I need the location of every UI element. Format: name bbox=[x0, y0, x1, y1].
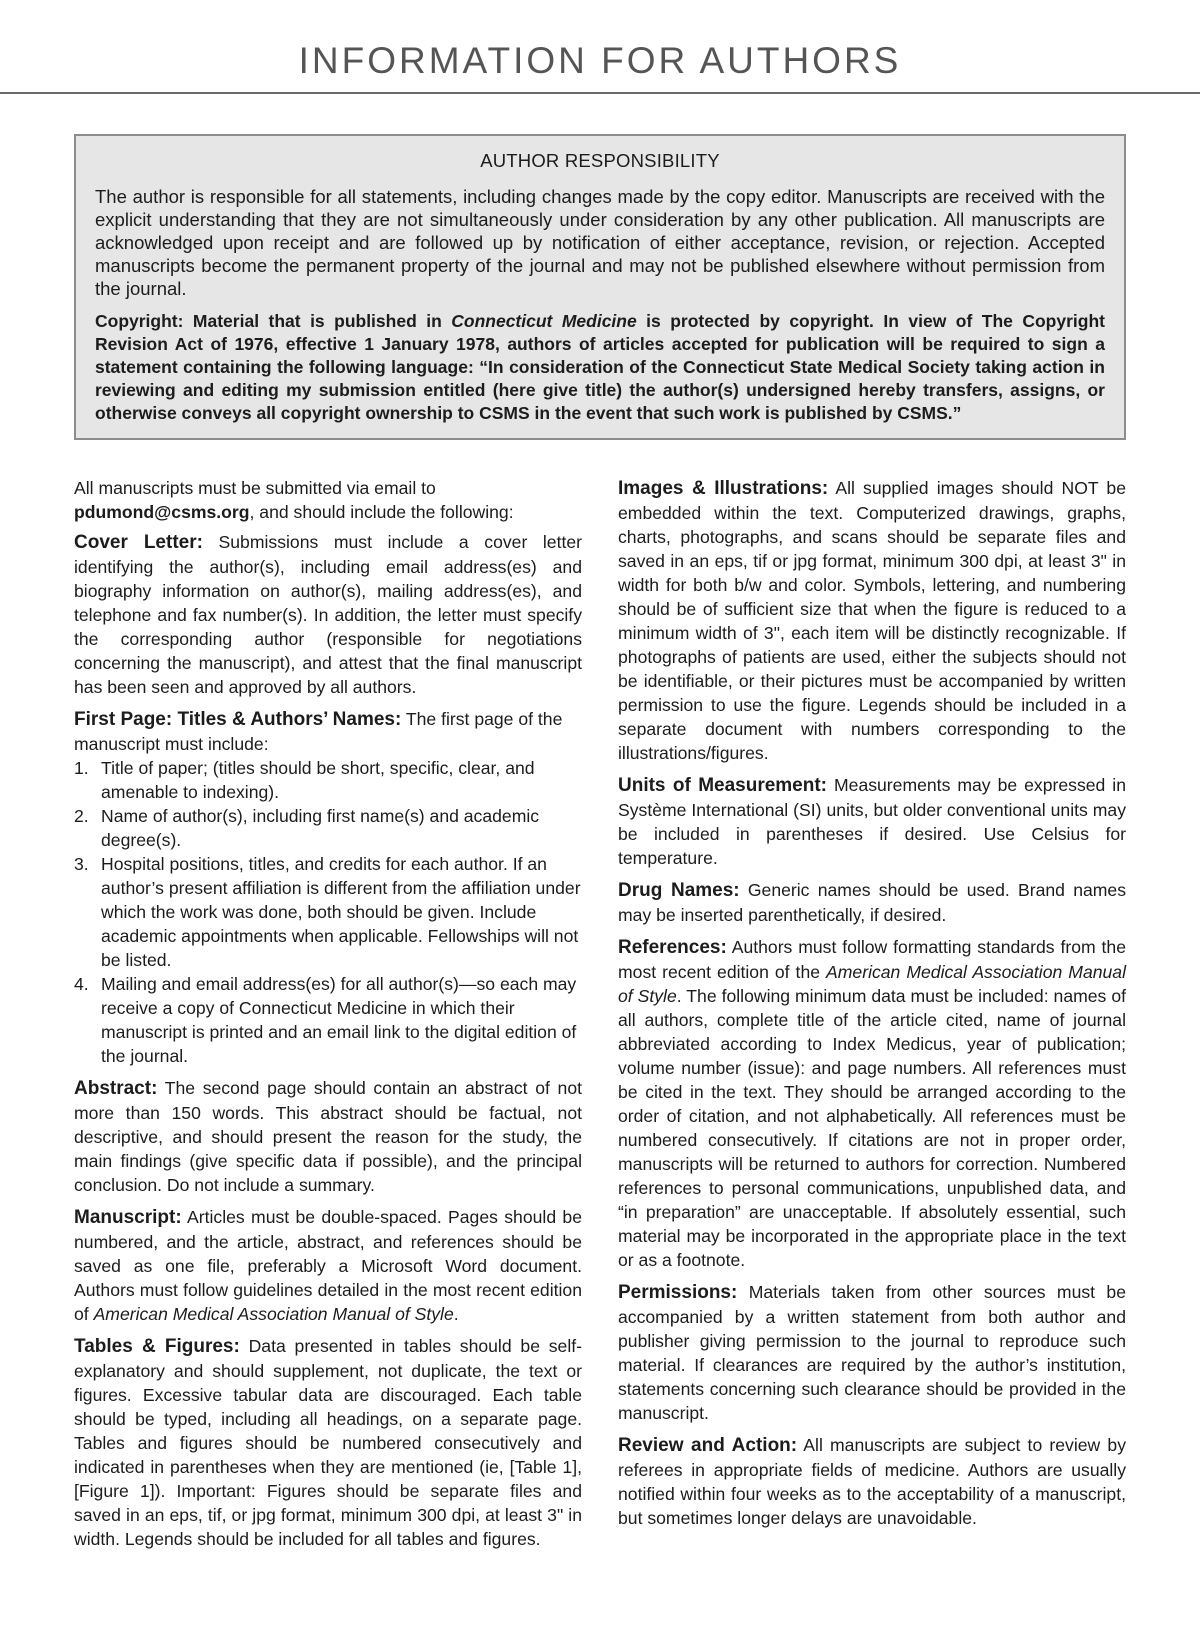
section-body: Data presented in tables should be self-explanatory and should supplement, not duplicate, the text or figures. Excessive tabular data are discouraged. Each table should be typed, including all headings, on a separate page. Tables and figures should be numbered consecutively and indicated in parentheses when they are mentioned (ie, [Table 1], [Figure 1]). Important: Figures should be separate files and saved in an eps, tif, or jpg format, minimum 300 dpi, at least 3" in width. Legends should be included for all tables and figures. bbox=[74, 1336, 582, 1549]
section-heading: Units of Measurement: bbox=[618, 775, 828, 796]
units-section bbox=[618, 773, 1126, 870]
drug-names-section bbox=[618, 878, 1126, 927]
section-heading: Cover Letter: bbox=[74, 532, 203, 553]
section-heading: Permissions: bbox=[618, 1282, 738, 1303]
intro-text-end: , and should include the following: bbox=[249, 502, 514, 522]
manuscript-section bbox=[74, 1205, 582, 1326]
section-heading: References: bbox=[618, 937, 727, 958]
title-divider bbox=[0, 92, 1200, 94]
list-item-number: 1. bbox=[74, 758, 89, 778]
right-column bbox=[618, 476, 1126, 1538]
section-heading: Drug Names: bbox=[618, 880, 740, 901]
list-item bbox=[74, 852, 582, 972]
section-body: The first page of the manuscript must include: bbox=[74, 709, 563, 754]
review-section bbox=[618, 1433, 1126, 1530]
list-item-text: Name of author(s), including first name(s) and academic degree(s). bbox=[101, 806, 540, 850]
list-item-text: Mailing and email address(es) for all author(s)—so each may receive a copy of Connecticut Medicine in which their manuscript is printed and an email link to the digital edition of the journal. bbox=[101, 974, 577, 1066]
author-responsibility-box bbox=[74, 134, 1126, 440]
responsibility-heading: AUTHOR RESPONSIBILITY bbox=[480, 150, 720, 171]
journal-name: Connecticut Medicine bbox=[451, 311, 637, 331]
intro-text: All manuscripts must be submitted via email to bbox=[74, 478, 436, 498]
section-heading: Abstract: bbox=[74, 1078, 158, 1099]
section-heading: Review and Action: bbox=[618, 1435, 798, 1456]
permissions-section bbox=[618, 1280, 1126, 1425]
list-item-number: 2. bbox=[74, 806, 89, 826]
submission-email-link[interactable]: pdumond@csms.org bbox=[74, 502, 250, 522]
left-column bbox=[74, 476, 582, 1559]
list-item bbox=[74, 972, 582, 1068]
section-heading: Tables & Figures: bbox=[74, 1336, 240, 1357]
references-section bbox=[618, 935, 1126, 1272]
section-body-end: . bbox=[453, 1304, 459, 1324]
list-item bbox=[74, 756, 582, 804]
tables-figures-section bbox=[74, 1334, 582, 1551]
first-page-list bbox=[74, 756, 582, 1068]
section-heading: Images & Illustrations: bbox=[618, 478, 829, 499]
copyright-paragraph bbox=[95, 310, 1105, 425]
section-body-end: . The following minimum data must be included: names of all authors, complete title of the article cited, name of journal abbreviated according to Index Medicus, year of publication; volume number (issue): and page numbers. All references must be cited in the text. They should be arranged according to the order of citation, and not alphabetically. All references must be numbered consecutively. If citations are not in proper order, manuscripts will be returned to authors for correction. Numbered references to personal communications, unpublished data, and “in preparation” are unacceptable. If absolutely essential, such material may be incorporated in the appropriate place in the text or as a footnote. bbox=[618, 986, 1126, 1270]
list-item-number: 3. bbox=[74, 854, 89, 874]
section-heading: First Page: Titles & Authors’ Names: bbox=[74, 709, 402, 730]
list-item-text: Hospital positions, titles, and credits for each author. If an author’s present affiliation is different from the affiliation under which the work was done, both should be given. Include academic appointments when applicable. Fellowships will not be listed. bbox=[101, 854, 581, 970]
copyright-text-start: Copyright: Material that is published in bbox=[95, 311, 452, 331]
section-body: Generic names should be used. Brand names may be inserted parenthetically, if desired. bbox=[618, 880, 1127, 925]
section-body: Submissions must include a cover letter identifying the author(s), including email address(es) and biography information on author(s), mailing address(es), and telephone and fax number(s). In addition, the letter must specify the corresponding author (responsible for negotiations concerning the manuscript), and attest that the final manuscript has been seen and approved by all authors. bbox=[74, 532, 582, 697]
images-section bbox=[618, 476, 1126, 765]
abstract-section bbox=[74, 1076, 582, 1197]
page-title: INFORMATION FOR AUTHORS bbox=[298, 40, 902, 81]
style-guide-title: American Medical Association Manual of Style bbox=[93, 1304, 454, 1324]
list-item bbox=[74, 804, 582, 852]
list-item-number: 4. bbox=[74, 974, 89, 994]
section-body: Authors must follow formatting standards from the most recent edition of the bbox=[618, 937, 1126, 982]
submission-intro bbox=[74, 476, 582, 524]
section-body: All manuscripts are subject to review by referees in appropriate fields of medicine. Authors are usually notified within four weeks as to the acceptability of a manuscript, but sometimes longer delays are unavoidable. bbox=[618, 1435, 1126, 1528]
section-body: Measurements may be expressed in Système International (SI) units, but older conventional units may be included in parentheses if desired. Use Celsius for temperature. bbox=[618, 775, 1126, 868]
section-body: All supplied images should NOT be embedded within the text. Computerized drawings, graphs, charts, photographs, and scans should be separate files and saved in an eps, tif or jpg format, minimum 300 dpi, at least 3" in width for both b/w and color. Symbols, lettering, and numbering should be of sufficient size that when the figure is reduced to a minimum width of 3", each item will be distinctly recognizable. If photographs of patients are used, either the subjects should not be identifiable, or their pictures must be accompanied by written permission to use the figure. Legends should be included in a separate document with numbers corresponding to the illustrations/figures. bbox=[618, 478, 1126, 763]
cover-letter-section bbox=[74, 530, 582, 699]
section-body: Materials taken from other sources must be accompanied by a written statement from both author and publisher giving permission to the journal to reproduce such material. If clearances are required by the author’s institution, statements concerning such clearance should be provided in the manuscript. bbox=[618, 1282, 1126, 1423]
list-item-text: Title of paper; (titles should be short, specific, clear, and amenable to indexing). bbox=[101, 758, 535, 802]
first-page-section bbox=[74, 707, 582, 756]
section-body: Articles must be double-spaced. Pages should be numbered, and the article, abstract, and references should be saved as one file, preferably a Microsoft Word document. Authors must follow guidelines detailed in the most recent edition of bbox=[74, 1207, 582, 1324]
section-heading: Manuscript: bbox=[74, 1207, 182, 1228]
copyright-text-end: is protected by copyright. In view of The Copyright Revision Act of 1976, effective 1 January 1978, authors of articles accepted for publication will be required to sign a statement containing the following language: “In consideration of the Connecticut State Medical Society taking action in reviewing and editing my submission entitled (here give title) the author(s) undersigned hereby transfers, assigns, or otherwise conveys all copyright ownership to CSMS in the event that such work is published by CSMS.” bbox=[95, 311, 1105, 423]
responsibility-paragraph: The author is responsible for all statements, including changes made by the copy editor. Manuscripts are received with the explicit understanding that they are not simultaneously under consideration by any other publication. All manuscripts are acknowledged upon receipt and are followed up by notification of either acceptance, revision, or rejection. Accepted manuscripts become the permanent property of the journal and may not be published elsewhere without permission from the journal. bbox=[95, 186, 1105, 299]
section-body: The second page should contain an abstract of not more than 150 words. This abstract should be factual, not descriptive, and should present the reason for the study, the main findings (give specific data if possible), and the principal conclusion. Do not include a summary. bbox=[74, 1078, 582, 1195]
style-guide-title: American Medical Association Manual of Style bbox=[618, 962, 1126, 1006]
